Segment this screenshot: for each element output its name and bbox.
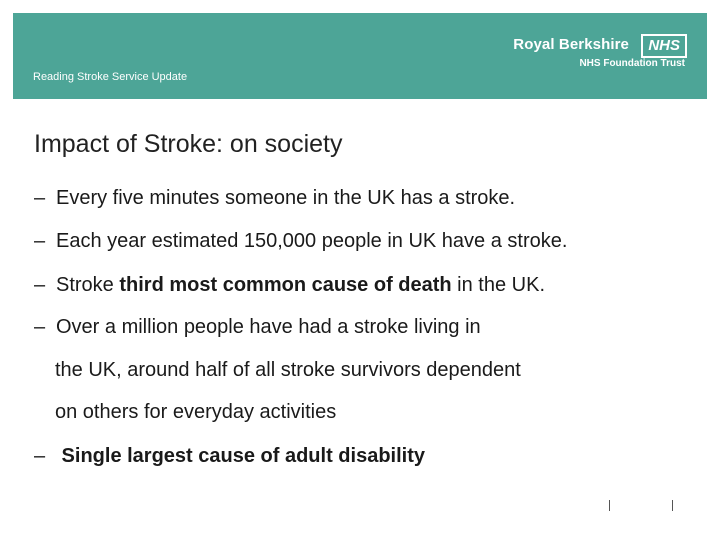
bullet-text-bold: Single largest cause of adult disability (56, 445, 425, 467)
footer-divider (609, 500, 610, 511)
bullet-text: Every five minutes someone in the UK has a stroke. (56, 187, 516, 209)
bullet-marker: – (34, 187, 46, 209)
bullet-item (34, 445, 425, 468)
logo-trust-name: Royal Berkshire (513, 36, 629, 53)
logo-trust-subtitle: NHS Foundation Trust (579, 58, 685, 69)
nhs-logo (507, 32, 687, 72)
header-bar (13, 13, 707, 99)
bullet-text-bold: third most common cause of death (119, 274, 452, 296)
bullet-text: Each year estimated 150,000 people in UK have a stroke. (56, 230, 568, 252)
slide-title: Impact of Stroke: on society (34, 130, 343, 158)
nhs-badge: NHS (641, 34, 687, 58)
bullet-marker: – (34, 274, 46, 296)
bullet-text-prefix: Stroke (56, 274, 120, 296)
bullet-continuation-line: on others for everyday activities (55, 401, 337, 423)
bullet-item (34, 274, 545, 297)
bullet-item (34, 230, 567, 253)
header-subtitle: Reading Stroke Service Update (33, 71, 188, 83)
bullet-marker: – (34, 316, 46, 338)
footer-divider (672, 500, 673, 511)
bullet-marker: – (34, 230, 46, 252)
bullet-marker: – (34, 445, 46, 467)
bullet-item (34, 316, 481, 339)
bullet-item (34, 187, 515, 210)
bullet-continuation-line: the UK, around half of all stroke survivors dependent (55, 359, 521, 381)
bullet-text-suffix: in the UK. (451, 274, 546, 296)
bullet-text-line: Over a million people have had a stroke living in (56, 316, 481, 338)
